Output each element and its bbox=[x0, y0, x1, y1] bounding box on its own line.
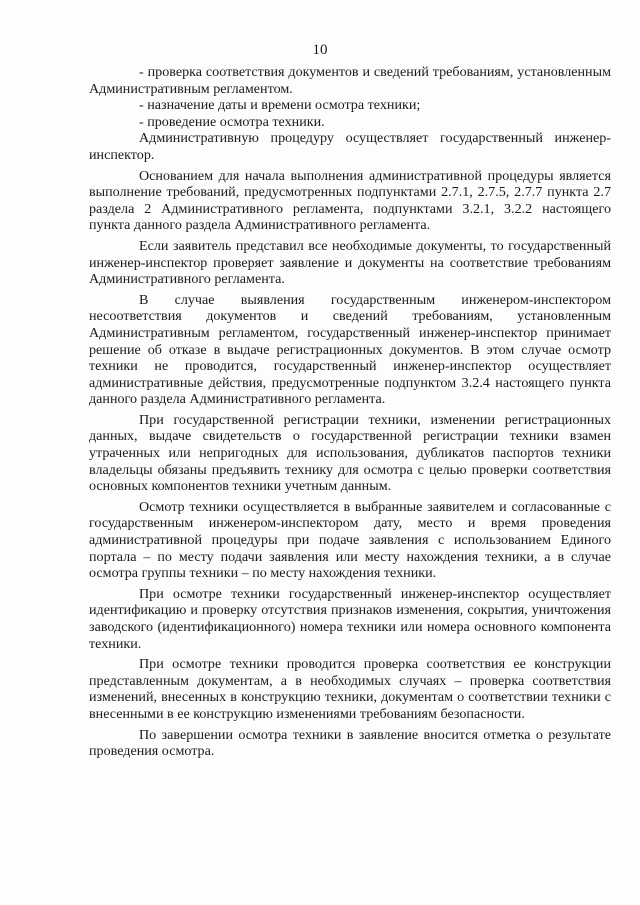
paragraph: - проведение осмотра техники. bbox=[139, 113, 325, 130]
paragraph: По завершении осмотра техники в заявление вносится отметка о результате проведения осмотра. bbox=[89, 726, 611, 760]
page-number: 10 bbox=[312, 42, 328, 58]
paragraph: При государственной регистрации техники, изменении регистрационных данных, выдаче свидетельств о государственной регистрации техники взамен утраченных или непригодных для использования, дубликатов паспортов техники владельцы обязаны предъявить технику для осмотра с целью проверки соответствия основных компонентов техники учетным данным. bbox=[89, 411, 611, 495]
paragraph: В случае выявления государственным инженером-инспектором несоответствия документов и сведений требованиям, установленным Административным регламентом, государственный инженер-инспектор принимает решение об отказе в выдаче регистрационных документов. В этом случае осмотр техники не проводится, государственный инженер-инспектор осуществляет административные действия, предусмотренные подпунктом 3.2.4 настоящего пункта данного раздела Административного регламента. bbox=[89, 291, 611, 408]
paragraph: Осмотр техники осуществляется в выбранные заявителем и согласованные с государственным инженером-инспектором дату, место и время проведения административной процедуры при подаче заявления с использованием Единого портала – по месту подачи заявления или месту нахождения техники, а в случае осмотра группы техники – по месту нахождения техники. bbox=[89, 498, 611, 582]
paragraph: Административную процедуру осуществляет государственный инженер-инспектор. bbox=[89, 130, 611, 163]
document-body bbox=[89, 64, 611, 760]
paragraph: Если заявитель представил все необходимые документы, то государственный инженер-инспектор проверяет заявление и документы на соответствие требованиям Административного регламента. bbox=[89, 237, 611, 288]
paragraph: - проверка соответствия документов и сведений требованиям, установленным Административным регламентом. bbox=[89, 64, 611, 97]
paragraph: - назначение даты и времени осмотра техники; bbox=[139, 97, 421, 114]
paragraph: При осмотре техники государственный инженер-инспектор осуществляет идентификацию и проверку отсутствия признаков изменения, сокрытия, уничтожения заводского (идентификационного) номера техники или номера основного компонента техники. bbox=[89, 585, 611, 652]
paragraph: Основанием для начала выполнения административной процедуры является выполнение требований, предусмотренных подпунктами 2.7.1, 2.7.5, 2.7.7 пункта 2.7 раздела 2 Административного регламента, подпунктами 3.2.1, 3.2.2 настоящего пункта данного раздела Административного регламента. bbox=[89, 167, 611, 234]
paragraph: При осмотре техники проводится проверка соответствия ее конструкции представленным документам, а в необходимых случаях – проверка соответствия изменений, внесенных в конструкцию техники, документам о соответствии техники с внесенными в ее конструкцию изменениями требованиям безопасности. bbox=[89, 656, 611, 722]
